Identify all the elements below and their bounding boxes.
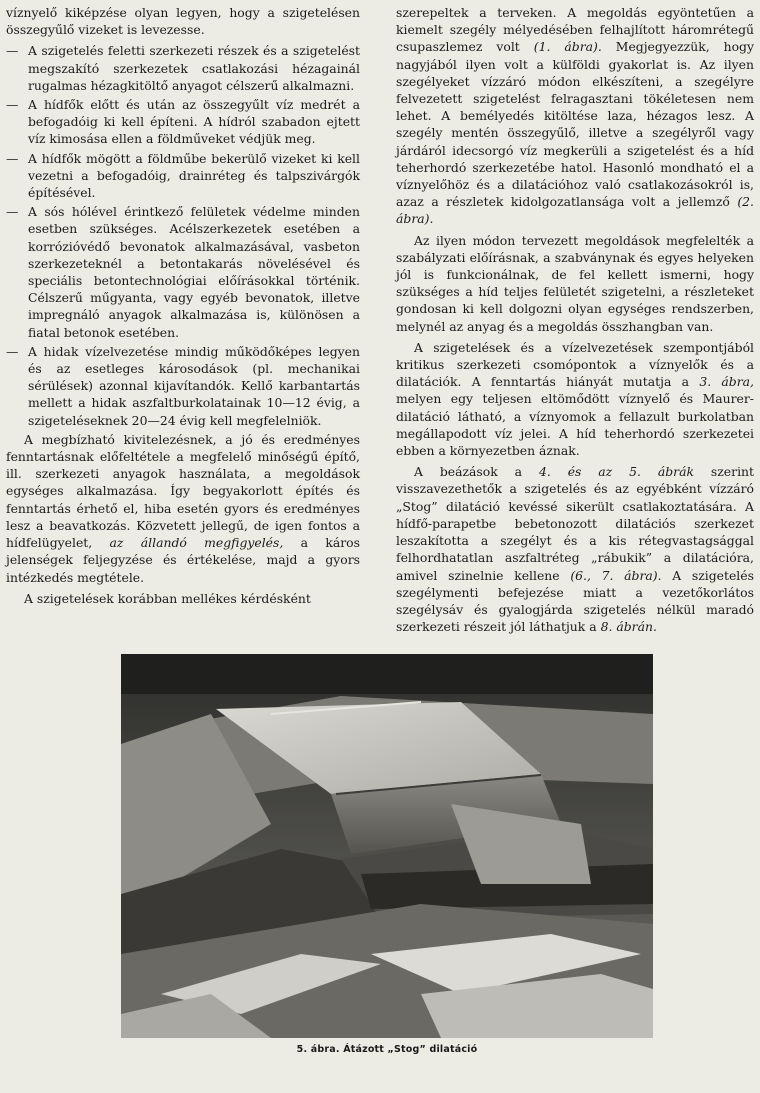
paragraph-text: A szigetelés szegélymenti befejezése miatt a vezetőkorlátos szegélysáv és gyalogjárda szigetelés nélkül maradó szerkezeti részeit jól láthatjuk a [396,567,754,635]
bullet-text: A szigetelés feletti szerkezeti részek és a szigetelést megszakító szerkezetek csatlakozási hézagainál rugalmas hézagkitöltő anyagot célszerű alkalmazni. [28,43,360,93]
bullet-item [6,150,360,202]
figure-reference: 8. ábrán. [600,619,657,635]
body-paragraph [396,463,754,635]
paragraph-text: melyen egy teljesen eltömődött víznyelő és Maurer-dilatáció látható, a víznyomok a fellazult burkolatban megállapodott víz jelei. A híd teherhordó szerkezetei ebben a környezetben áznak. [396,391,754,459]
body-paragraph: Az ilyen módon tervezett megoldások megfelelték a szabályzati előírásnak, a szabványnak és egyes helyeken jól is funkcionálnak, de fel kellett ismerni, hogy szükséges a híd teljes felületét szigetelni, a részleteket gondosan ki kell dolgozni olyan egységes rendszerben, melynél az anyag és a megoldás összhangban van. [396,232,754,334]
paragraph-text: A megbízható kivitelezésnek, a jó és eredményes fenntartásnak előfeltétele a megfelelő minőségű építő, ill. szerkezeti anyagok használata, a megoldások egységes alkalmazása. Így begyakorlott építés és fenntartás érhető el, hiba esetén gyors és eredményes lesz a beavatkozás. Közvetett jellegű, de igen fontos a hídfelügyelet, [6,431,360,551]
paragraph-text: Megjegyezzük, hogy nagyjából ilyen volt a külföldi gyakorlat is. Az ilyen szegélyeket vízzáró módon elkészíteni, a szegélyre felvezetett szigetelést felragasztani tökéletesen nem lehet. A bemélyedés kitöltése laza, hézagos lesz. A szegély mentén összegyűlő, illetve a szegélyről vagy járdáról idecsorgó víz megkerüli a szigetelést és a híd teherhordó szerkezetébe hatol. Hasonló mondható el a víznyelőhöz és a dilatációhoz való csatlakozásokról is, azaz a részletek kidolgozatlansága volt a jellemző [396,39,754,210]
bullet-item [6,343,360,429]
dash-marker: — [6,204,19,220]
body-paragraph [6,431,360,586]
expansion-joint-photo [121,654,653,1038]
figure-reference: 3. ábra, [699,374,754,390]
emphasis-text: az állandó megfigyelés, [109,535,284,551]
bullet-item [6,42,360,94]
bullet-text: A hídfők előtt és után az összegyűlt víz medrét a befogadóig ki kell építeni. A hídról szabadon ejtett víz kimosása ellen a földműveket védjük meg. [28,97,360,147]
right-column [396,4,754,639]
bullet-text: A hidak vízelvezetése mindig működőképes legyen és az esetleges károsodások (pl. mechanikai sérülések) azonnal kijavítandók. Kellő karbantartás mellett a hidak aszfaltburkolatainak 10—12 évig, a szigeteléseknek 20—24 évig kell megfelelniök. [28,343,360,428]
paragraph-text: A beázások a [414,464,523,480]
continuation-paragraph: víznyelő kiképzése olyan legyen, hogy a szigetelésen összegyűlő vizeket is levezesse. [6,5,360,38]
body-paragraph [396,4,754,228]
figure-reference: (1. ábra). [533,39,602,55]
dash-marker: — [6,43,19,59]
dash-marker: — [6,150,19,166]
bullet-text: A hídfők mögött a földműbe bekerülő vizeket ki kell vezetni a befogadóig, drainréteg és talpszivárgók építésével. [28,150,360,201]
body-paragraph: A szigetelések korábban mellékes kérdésként [24,590,311,606]
dash-marker: — [6,97,19,113]
photo-illustration [121,654,653,1038]
bullet-item [6,96,360,148]
figure-caption: 5. ábra. Átázott „Stog” dilatáció [296,1044,478,1055]
bullet-item [6,203,360,341]
left-column [6,4,360,611]
figure-reference: 4. és az 5. ábrák [538,464,694,480]
body-paragraph [396,339,754,459]
bullet-text: A sós hólével érintkező felületek védelme minden esetben szükséges. Acélszerkezetek esetében a korrózióvédő bevonatok alkalmazásával, vasbeton szerkezeteknél a betontakarás növelésével és speciális betontechnológiai előírásokkal történik. Célszerű műgyanta, vagy egyéb bevonatok, illetve impregnáló anyagok alkalmazása is, különösen a fiatal betonok esetében. [28,204,360,340]
dash-marker: — [6,343,19,359]
paragraph-text: szerepeltek a terveken. A megoldás egyöntetűen a kiemelt szegély mélyedésében felhajlított háromrétegű csupaszlemez volt [396,5,754,55]
paragraph-text: A szigetelések és a vízelvezetések szempontjából kritikus szerkezeti csomópontok a víznyelők és a dilatációk. A fenntartás hiányát mutatja a [396,339,754,390]
paragraph-text: szerint visszavezethetők a szigetelés és az egyébként vízzáró „Stog” dilatáció kevéssé sikerült csatlakoztatására. A hídfő-parapetbe bebetonozott dilatációs szerkezet leszakította a szegélyt és a kis rétegvastagsággal felhordhatatlan aszfaltréteg „rábukik” a dilatációra, amivel szinelnie kellene [396,464,754,583]
figure-reference: (6., 7. ábra). [570,567,662,583]
paragraph-text: a káros jelenségek feljegyzése és értékelése, majd a gyors intézkedés megtétele. [6,535,360,585]
figure-reference: (2. ábra). [396,194,754,227]
